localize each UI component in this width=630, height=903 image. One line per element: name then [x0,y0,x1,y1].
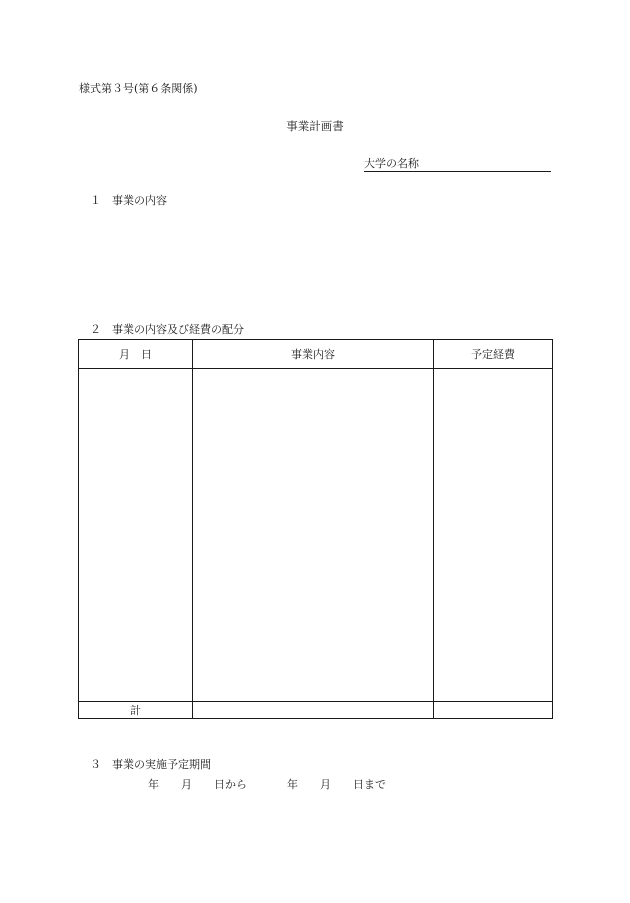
document-title: 事業計画書 [286,119,344,133]
university-name-label: 大学の名称 [364,157,419,170]
table-header-row [79,340,553,369]
section1-heading: １ 事業の内容 [90,194,167,207]
table-row [79,369,553,702]
section3-heading: ３ 事業の実施予定期間 [90,758,211,771]
total-expense-cell[interactable] [434,702,553,719]
date-cell[interactable] [79,369,193,702]
total-row [79,702,553,719]
column-header-content: 事業内容 [193,340,434,369]
implementation-period [148,779,386,790]
column-header-expense: 予定経費 [434,340,553,369]
expense-cell[interactable] [434,369,553,702]
expense-plan-table [78,339,553,719]
end-day-label: 日まで [353,778,386,791]
start-day-label: 日から [214,778,247,791]
column-header-date: 月 日 [79,340,193,369]
total-content-cell[interactable] [193,702,434,719]
content-cell[interactable] [193,369,434,702]
start-month-label: 月 [181,778,192,791]
form-number: 様式第３号(第６条関係) [79,82,198,95]
end-year-label: 年 [287,778,298,791]
end-month-label: 月 [320,778,331,791]
university-name-field[interactable] [364,158,551,172]
start-year-label: 年 [148,778,159,791]
section2-heading: ２ 事業の内容及び経費の配分 [90,323,244,336]
total-label: 計 [79,702,193,719]
